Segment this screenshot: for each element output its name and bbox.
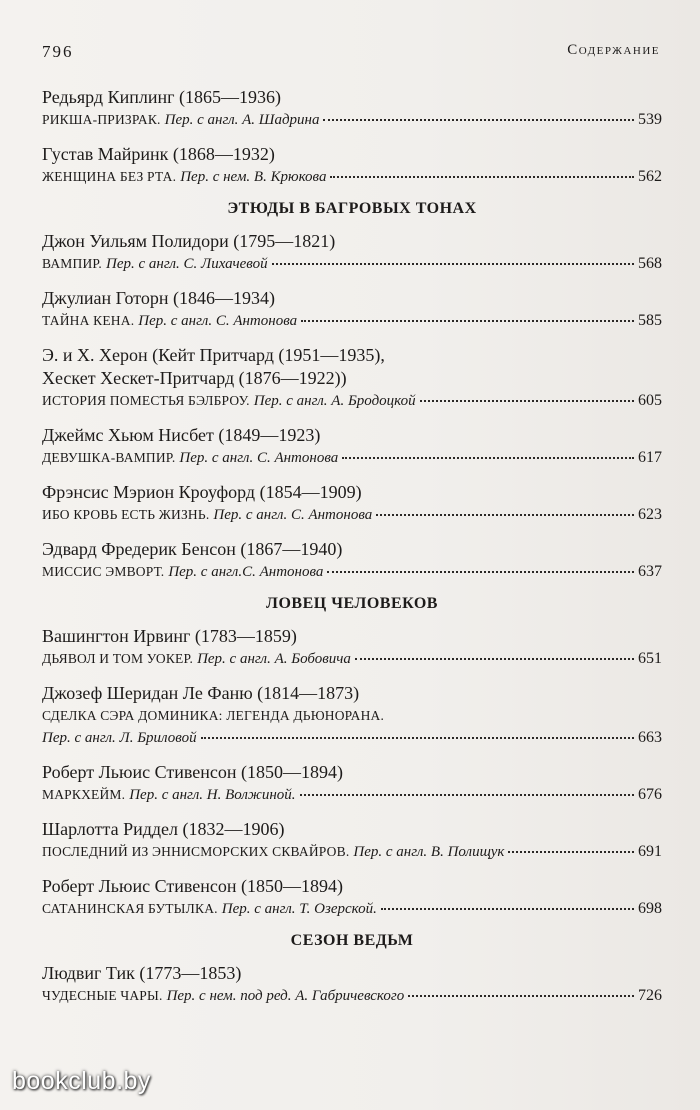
page-ref: 623 [638,506,662,523]
toc-entry[interactable] [42,86,662,131]
dot-leader [301,319,634,322]
section-heading: СЕЗОН ВЕДЬМ [290,932,414,949]
toc-line [42,648,662,670]
work-title: ПОСЛЕДНИЙ ИЗ ЭННИСМОРСКИХ СКВАЙРОВ. [42,844,350,859]
work-title: ВАМПИР. [42,256,103,271]
dot-leader [408,994,634,997]
toc-entry[interactable] [42,962,662,1007]
work-title: САТАНИНСКАЯ БУТЫЛКА. [42,901,218,916]
toc-entry[interactable] [42,287,662,332]
toc-line [42,166,662,188]
dot-leader [300,793,634,796]
author-name: Людвиг Тик (1773—1853) [42,963,242,983]
author-name: Джон Уильям Полидори (1795—1821) [42,231,336,251]
work-title: ТАЙНА КЕНА. [42,313,135,328]
section-heading: ЛОВЕЦ ЧЕЛОВЕКОВ [266,595,438,612]
toc-entry[interactable] [42,761,662,806]
work-title: ДЬЯВОЛ И ТОМ УОКЕР. [42,651,194,666]
toc-line [42,447,662,469]
page-ref: 651 [638,650,662,667]
toc-line [42,109,662,131]
toc-entry[interactable] [42,625,662,670]
translator-credit: Пер. с англ. В. Полищук [353,844,505,860]
toc-line [42,310,662,332]
translator-credit: Пер. с англ. С. Антонова [138,313,298,329]
translator-credit: Пер. с нем. В. Крюкова [180,169,327,185]
work-title: ЖЕНЩИНА БЕЗ РТА. [42,169,177,184]
dot-leader [201,736,634,739]
author-name: Густав Майринк (1868—1932) [42,144,275,164]
dot-leader [420,399,634,402]
dot-leader [355,657,634,660]
dot-leader [376,513,634,516]
page-ref: 691 [638,843,662,860]
translator-credit: Пер. с англ. А. Шадрина [164,112,320,128]
translator-credit: Пер. с англ. Н. Волжиной. [129,787,296,803]
work-title: ЧУДЕСНЫЕ ЧАРЫ. [42,988,163,1003]
toc-entry[interactable] [42,875,662,920]
author-name: Джеймс Хьюм Нисбет (1849—1923) [42,425,321,445]
toc-entry[interactable] [42,230,662,275]
author-name: Роберт Льюис Стивенсон (1850—1894) [42,876,343,896]
work-title: ИБО КРОВЬ ЕСТЬ ЖИЗНЬ. [42,507,210,522]
author-name: Шарлотта Риддел (1832—1906) [42,819,285,839]
page-ref: 617 [638,449,662,466]
dot-leader [508,850,634,853]
work-title: РИКША-ПРИЗРАК. [42,112,161,127]
watermark: bookclub.by [12,1067,151,1095]
toc-line [42,841,662,863]
author-name: Редьярд Киплинг (1865—1936) [42,87,281,107]
translator-credit: Пер. с англ. С. Лихачевой [106,256,268,272]
translator-credit: Пер. с англ.С. Антонова [168,564,324,580]
page-ref: 568 [638,255,662,272]
page-ref: 637 [638,563,662,580]
page-ref: 539 [638,111,662,128]
toc-line [42,784,662,806]
page-ref: 726 [638,987,662,1004]
page-ref: 562 [638,168,662,185]
dot-leader [342,456,634,459]
work-title: МАРКХЕЙМ. [42,787,126,802]
author-name: Вашингтон Ирвинг (1783—1859) [42,626,297,646]
toc-entry[interactable] [42,424,662,469]
toc-entry[interactable] [42,818,662,863]
dot-leader [323,118,634,121]
toc-entry[interactable] [42,481,662,526]
dot-leader [272,262,634,265]
work-title: ДЕВУШКА-ВАМПИР. [42,450,176,465]
work-title: МИССИС ЭМВОРТ. [42,564,165,579]
toc-line [42,727,662,749]
translator-credit: Пер. с англ. А. Бродоцкой [253,393,416,409]
author-name: Джозеф Шеридан Ле Фаню (1814—1873) [42,683,360,703]
page-number: 796 [42,42,74,61]
translator-credit: Пер. с англ. С. Антонова [179,450,339,466]
translator-credit: Пер. с нем. под ред. А. Габричевского [166,988,405,1004]
translator-credit: Пер. с англ. Л. Бриловой [42,730,197,746]
author-name: Джулиан Готорн (1846—1934) [42,288,275,308]
dot-leader [381,907,634,910]
work-title: ИСТОРИЯ ПОМЕСТЬЯ БЭЛБРОУ. [42,393,250,408]
translator-credit: Пер. с англ. А. Бобовича [197,651,351,667]
page-ref: 605 [638,392,662,409]
dot-leader [330,175,634,178]
toc-line [42,985,662,1007]
page-ref: 585 [638,312,662,329]
toc-entry[interactable] [42,344,662,412]
running-title: Содержание [567,42,660,58]
author-name: Эдвард Фредерик Бенсон (1867—1940) [42,539,343,559]
toc-entry[interactable] [42,682,662,749]
author-name: Фрэнсис Мэрион Кроуфорд (1854—1909) [42,482,362,502]
toc-line [42,561,662,583]
translator-credit: Пер. с англ. Т. Озерской. [221,901,377,917]
table-of-contents [42,86,662,1019]
toc-line [42,898,662,920]
toc-entry[interactable] [42,538,662,583]
dot-leader [327,570,634,573]
toc-line [42,253,662,275]
page-ref: 663 [638,729,662,746]
page-ref: 698 [638,900,662,917]
page-header [42,42,660,66]
work-title: СДЕЛКА СЭРА ДОМИНИКА: ЛЕГЕНДА ДЬЮНОРАНА. [42,708,385,723]
toc-line [42,504,662,526]
toc-line [42,390,662,412]
toc-entry[interactable] [42,143,662,188]
author-name: Роберт Льюис Стивенсон (1850—1894) [42,762,343,782]
section-heading: ЭТЮДЫ В БАГРОВЫХ ТОНАХ [227,200,477,217]
author-name: Э. и Х. Херон (Кейт Притчард (1951—1935), Хескет Хескет-Притчард (1876—1922)) [42,345,385,388]
page-ref: 676 [638,786,662,803]
translator-credit: Пер. с англ. С. Антонова [213,507,373,523]
